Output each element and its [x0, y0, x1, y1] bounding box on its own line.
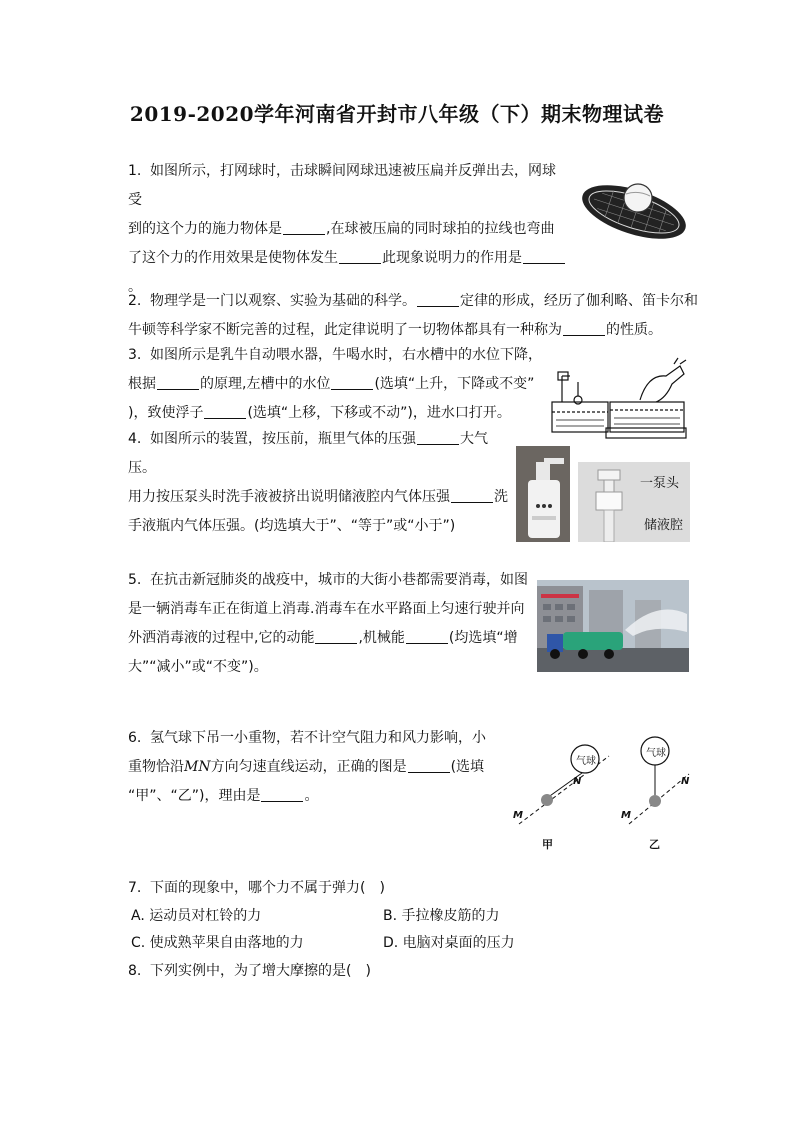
question-text: ,在球被压扁的同时球拍的拉线也弯曲 [326, 221, 555, 237]
question-text: 牛顿等科学家不断完善的过程，此定律说明了一切物体都具有一种称为 [128, 322, 562, 338]
balloon-label: 气球 [646, 748, 666, 759]
option-a[interactable]: A. 运动员对杠铃的力 [131, 908, 262, 924]
question-text: 此现象说明力的作用是 [382, 250, 522, 266]
line-mn-label: MN [184, 759, 211, 775]
disinfection-truck-photo [537, 580, 689, 672]
answer-blank[interactable] [261, 787, 303, 802]
question-text: 大”“减小”或“不变”)。 [128, 659, 268, 675]
question-number: 1. [128, 163, 142, 179]
question-text: 下列实例中，为了增大摩擦的是( ) [150, 963, 371, 979]
answer-blank[interactable] [417, 292, 459, 307]
question-text: 根据 [128, 376, 156, 392]
question-text: 如图所示，打网球时，击球瞬间网球迅速被压扁并反弹出去，网球受 [128, 163, 556, 208]
question-text: 手液瓶内气体压强。(均选填大于”、“等于”或“小于”) [128, 518, 456, 534]
question-text: 重物恰沿 [128, 759, 184, 775]
question-text: (选填“上移，下移或不动”)，进水口打开。 [247, 405, 511, 421]
answer-blank[interactable] [204, 404, 246, 419]
question-text: 的原理,左槽中的水位 [200, 376, 331, 392]
question-text: 物理学是一门以观察、实验为基础的科学。 [150, 293, 416, 309]
pump-head-label: 一泵头 [640, 476, 680, 491]
question-text: 方向匀速直线运动，正确的图是 [210, 759, 407, 775]
chamber-label: 储液腔 [644, 518, 684, 533]
question-text: “甲”、“乙”)，理由是 [128, 788, 261, 804]
question-text: 氢气球下吊一小重物，若不计空气阻力和风力影响，小 [150, 730, 486, 746]
question-text: 。 [128, 279, 142, 295]
question-6 [128, 724, 498, 811]
question-text: 到的这个力的施力物体是 [128, 221, 282, 237]
question-text: (均选填“增 [448, 630, 518, 646]
question-3 [128, 341, 568, 428]
question-number: 6. [128, 730, 142, 746]
question-text: ,机械能 [358, 630, 405, 646]
answer-blank[interactable] [157, 375, 199, 390]
question-text: 。 [304, 788, 319, 804]
option-b[interactable]: B. 手拉橡皮筋的力 [383, 908, 500, 924]
question-number: 4. [128, 431, 142, 447]
answer-blank[interactable] [315, 629, 357, 644]
question-text: 在抗击新冠肺炎的战疫中，城市的大街小巷都需要消毒，如图 [150, 572, 528, 588]
point-n-label: N [681, 776, 690, 787]
question-number: 8. [128, 963, 142, 979]
cow-feeder-figure [548, 354, 690, 448]
question-number: 7. [128, 880, 142, 896]
question-number: 3. [128, 347, 142, 363]
answer-blank[interactable] [523, 249, 565, 264]
answer-blank[interactable] [408, 758, 450, 773]
answer-blank[interactable] [339, 249, 381, 264]
question-text: 如图所示的装置，按压前，瓶里气体的压强 [150, 431, 416, 447]
diagram-label-jia: 甲 [542, 838, 553, 851]
balloon-figure [505, 732, 695, 858]
pump-head-photo [578, 462, 690, 542]
question-text: 大气压。 [128, 431, 488, 476]
point-n-label: N [573, 776, 582, 787]
exam-title: 2019-2020学年河南省开封市八年级（下）期末物理试卷 [129, 102, 665, 126]
question-4 [128, 425, 508, 541]
balloon-label: 气球 [576, 756, 596, 767]
answer-blank[interactable] [417, 430, 459, 445]
answer-blank[interactable] [406, 629, 448, 644]
question-text: 了这个力的作用效果是使物体发生 [128, 250, 338, 266]
option-d[interactable]: D. 电脑对桌面的压力 [383, 935, 515, 951]
point-m-label: M [621, 810, 631, 821]
question-5 [128, 566, 528, 682]
answer-blank[interactable] [283, 220, 325, 235]
answer-blank[interactable] [331, 375, 373, 390]
question-text: 是一辆消毒车正在街道上消毒.消毒车在水平路面上匀速行驶并向 [128, 601, 525, 617]
question-text: 洗 [494, 489, 508, 505]
point-m-label: M [513, 810, 523, 821]
diagram-label-yi: 乙 [649, 838, 660, 851]
question-number: 5. [128, 572, 142, 588]
question-text: 外洒消毒液的过程中,它的动能 [128, 630, 315, 646]
question-2 [128, 287, 698, 345]
answer-blank[interactable] [563, 321, 605, 336]
question-text: 如图所示是乳牛自动喂水器，牛喝水时，右水槽中的水位下降， [150, 347, 542, 363]
tennis-racket-figure [578, 160, 690, 264]
question-text: (选填“上升，下降或不变” [374, 376, 535, 392]
option-c[interactable]: C. 使成熟苹果自由落地的力 [131, 935, 304, 951]
question-text: 的性质。 [606, 322, 662, 338]
question-text: )，致使浮子 [128, 405, 204, 421]
question-7 [128, 874, 688, 903]
question-text: (选填 [450, 759, 485, 775]
question-1 [128, 157, 568, 302]
soap-bottle-photo [516, 446, 570, 542]
question-text: 用力按压泵头时洗手液被挤出说明储液腔内气体压强 [128, 489, 450, 505]
question-text: 定律的形成，经历了伽利略、笛卡尔和 [460, 293, 698, 309]
question-number: 2. [128, 293, 142, 309]
answer-blank[interactable] [451, 488, 493, 503]
question-8 [128, 957, 688, 986]
question-text: 下面的现象中，哪个力不属于弹力( ) [150, 880, 385, 896]
